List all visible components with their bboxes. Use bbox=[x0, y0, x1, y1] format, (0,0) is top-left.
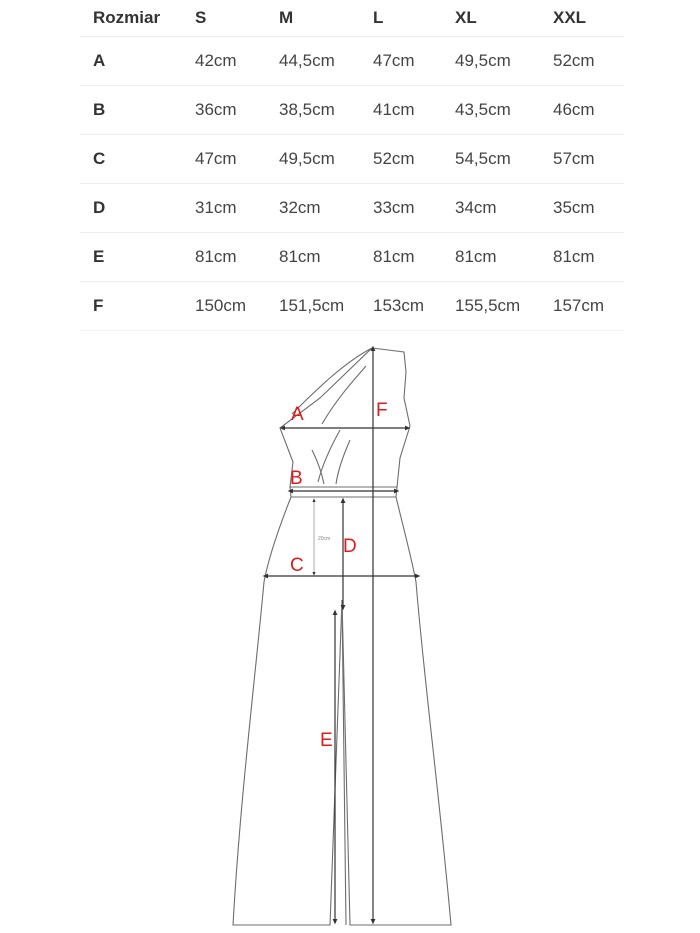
small-note: 20cm bbox=[318, 536, 331, 542]
label-b: B bbox=[290, 468, 303, 489]
table-cell: 36cm bbox=[195, 86, 279, 135]
header-xl: XL bbox=[455, 0, 553, 37]
table-cell: 49,5cm bbox=[455, 37, 553, 86]
row-label: D bbox=[80, 184, 195, 233]
header-l: L bbox=[373, 0, 455, 37]
table-cell: 35cm bbox=[553, 184, 624, 233]
table-row bbox=[80, 282, 624, 331]
table-cell: 150cm bbox=[195, 282, 279, 331]
table-cell: 52cm bbox=[373, 135, 455, 184]
table-cell: 47cm bbox=[373, 37, 455, 86]
table-cell: 81cm bbox=[553, 233, 624, 282]
table-row bbox=[80, 135, 624, 184]
table-cell: 33cm bbox=[373, 184, 455, 233]
table-cell: 57cm bbox=[553, 135, 624, 184]
size-chart-table bbox=[80, 0, 624, 331]
label-e: E bbox=[320, 730, 333, 751]
table-cell: 52cm bbox=[553, 37, 624, 86]
label-d: D bbox=[343, 536, 357, 557]
table-cell: 81cm bbox=[279, 233, 373, 282]
header-size: Rozmiar bbox=[80, 0, 195, 37]
table-cell: 41cm bbox=[373, 86, 455, 135]
table-cell: 151,5cm bbox=[279, 282, 373, 331]
measurement-lines bbox=[265, 348, 418, 922]
row-label: F bbox=[80, 282, 195, 331]
table-cell: 81cm bbox=[455, 233, 553, 282]
row-label: B bbox=[80, 86, 195, 135]
label-f: F bbox=[376, 400, 388, 421]
table-row bbox=[80, 37, 624, 86]
header-xxl: XXL bbox=[553, 0, 624, 37]
table-header-row bbox=[80, 0, 624, 37]
table-cell: 43,5cm bbox=[455, 86, 553, 135]
row-label: E bbox=[80, 233, 195, 282]
table-cell: 31cm bbox=[195, 184, 279, 233]
table-cell: 46cm bbox=[553, 86, 624, 135]
table-row bbox=[80, 86, 624, 135]
table-cell: 54,5cm bbox=[455, 135, 553, 184]
table-cell: 34cm bbox=[455, 184, 553, 233]
table-cell: 155,5cm bbox=[455, 282, 553, 331]
table-cell: 49,5cm bbox=[279, 135, 373, 184]
garment-outline bbox=[233, 348, 451, 925]
label-a: A bbox=[291, 404, 304, 425]
table-cell: 153cm bbox=[373, 282, 455, 331]
table-row bbox=[80, 233, 624, 282]
row-label: A bbox=[80, 37, 195, 86]
table-cell: 157cm bbox=[553, 282, 624, 331]
table-cell: 42cm bbox=[195, 37, 279, 86]
table-cell: 32cm bbox=[279, 184, 373, 233]
label-c: C bbox=[290, 555, 304, 576]
table-cell: 81cm bbox=[195, 233, 279, 282]
row-label: C bbox=[80, 135, 195, 184]
jumpsuit-measurement-diagram bbox=[0, 330, 700, 933]
table-cell: 44,5cm bbox=[279, 37, 373, 86]
table-row bbox=[80, 184, 624, 233]
table-cell: 47cm bbox=[195, 135, 279, 184]
header-s: S bbox=[195, 0, 279, 37]
table-cell: 81cm bbox=[373, 233, 455, 282]
table-cell: 38,5cm bbox=[279, 86, 373, 135]
header-m: M bbox=[279, 0, 373, 37]
